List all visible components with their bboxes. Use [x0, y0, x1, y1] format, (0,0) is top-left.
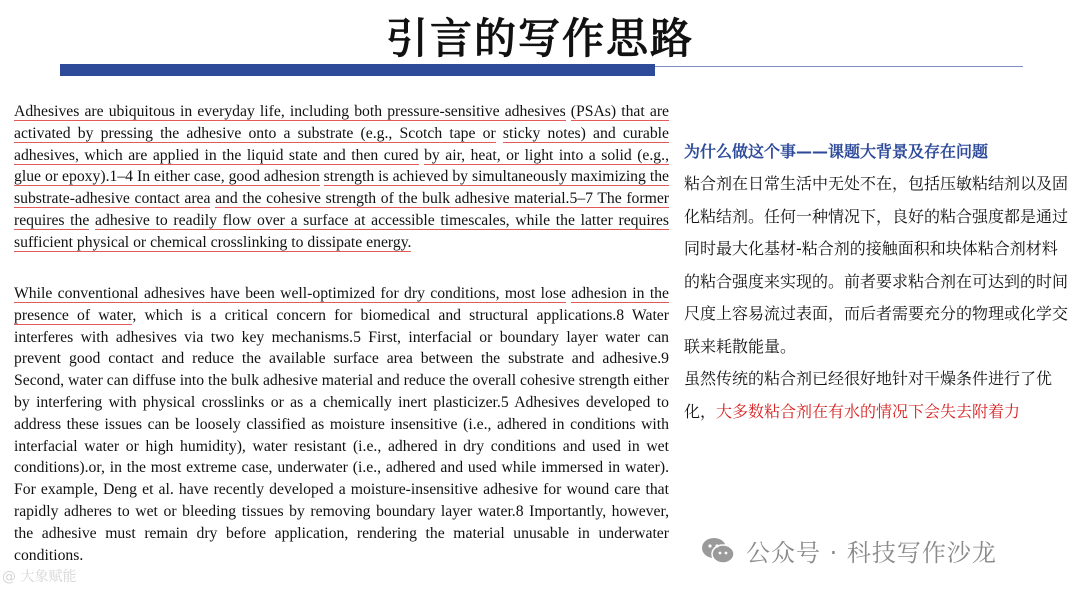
highlighted-text: 大多数粘合剂在有水的情况下会失去附着力: [716, 401, 1021, 421]
paragraph-text: , which is a critical concern for biomedical and structural applications.8 Water interferes with adhesives via two key mechanisms.5 First, interfacial or boundary layer water can prevent good contact and reduce the available surface area between the substrate and adhesive.9 Second, water can diffuse into the bulk adhesive material and reduce the overall cohesive strength either by interfering with physical crosslinks or as a chemically inert plasticizer.5 Adhesives developed to address these issues can be loosely classified as moisture insensitive (i.e., adhered in conditions with interfacial water or high humidity), water resistant (i.e., adhered in dry conditions and used in wet conditions).or, in the most extreme case, underwater (i.e., adhered and used while immersed in water). For example, Deng et al. have recently developed a moisture-insensitive adhesive for wound care that rapidly adheres to wet or bleeding tissues by removing boundary layer water.8 Importantly, however, the adhesive must remain dry before application, rendering the material unusable in underwater conditions.: [14, 306, 669, 564]
wechat-icon: [700, 536, 736, 566]
summary-paragraph-1: 粘合剂在日常生活中无处不在，包括压敏粘结剂以及固化粘结剂。任何一种情况下，良好的粘合强度都是通过同时最大化基材-粘合剂的接触面积和块体粘合剂材料的粘合强度来实现的。前者要求粘合剂在可达到的时间尺度上容易流过表面，而后者需要充分的物理或化学交联来耗散能量。: [684, 174, 1069, 356]
english-paragraph-1: [14, 101, 669, 254]
chinese-summary: [684, 139, 1070, 428]
underlined-sentence: strength is achieved by simultaneously maximizing the substrate-adhesive contact area: [14, 168, 669, 208]
watermark-text: 公众号 · 科技写作沙龙: [746, 539, 997, 567]
title-divider-line: [655, 66, 1023, 67]
english-paragraph-2: [14, 283, 669, 566]
summary-heading: 为什么做这个事——课题大背景及存在问题: [684, 142, 989, 161]
underlined-sentence: While conventional adhesives have been well-optimized for dry conditions, most lose: [14, 285, 566, 302]
underlined-sentence: adhesion in the presence of water: [14, 285, 669, 324]
underlined-sentence: by air, heat, or light into a solid (e.g., glue or epoxy).1–4 In either case, good adhesion: [14, 146, 669, 186]
title-divider-bar: [60, 64, 655, 76]
underlined-sentence: and the cohesive strength of the bulk adhesive material.5–7 The former requires the: [14, 190, 670, 229]
watermark: [700, 533, 997, 568]
corner-watermark: @ 大象赋能: [2, 569, 77, 585]
underlined-sentence: sticky notes) and curable adhesives, which are applied in the liquid state and then cured: [14, 124, 669, 164]
underlined-sentence: sufficient physical or chemical crosslinking to dissipate energy.: [14, 233, 412, 251]
summary-text: 虽然传统的粘合剂已经很好地针对干燥条件进行了优化，: [684, 369, 1053, 421]
underlined-sentence: (PSAs) that are activated by pressing the adhesive onto a substrate (e.g., Scotch tape or: [14, 103, 669, 142]
summary-paragraph-2: [684, 363, 1070, 428]
underlined-sentence: adhesive to readily flow over a surface at accessible timescales, while the latter requires: [95, 211, 669, 229]
underlined-sentence: Adhesives are ubiquitous in everyday life, including both pressure-sensitive adhesives: [14, 103, 566, 120]
page-title: 引言的写作思路: [385, 14, 694, 63]
